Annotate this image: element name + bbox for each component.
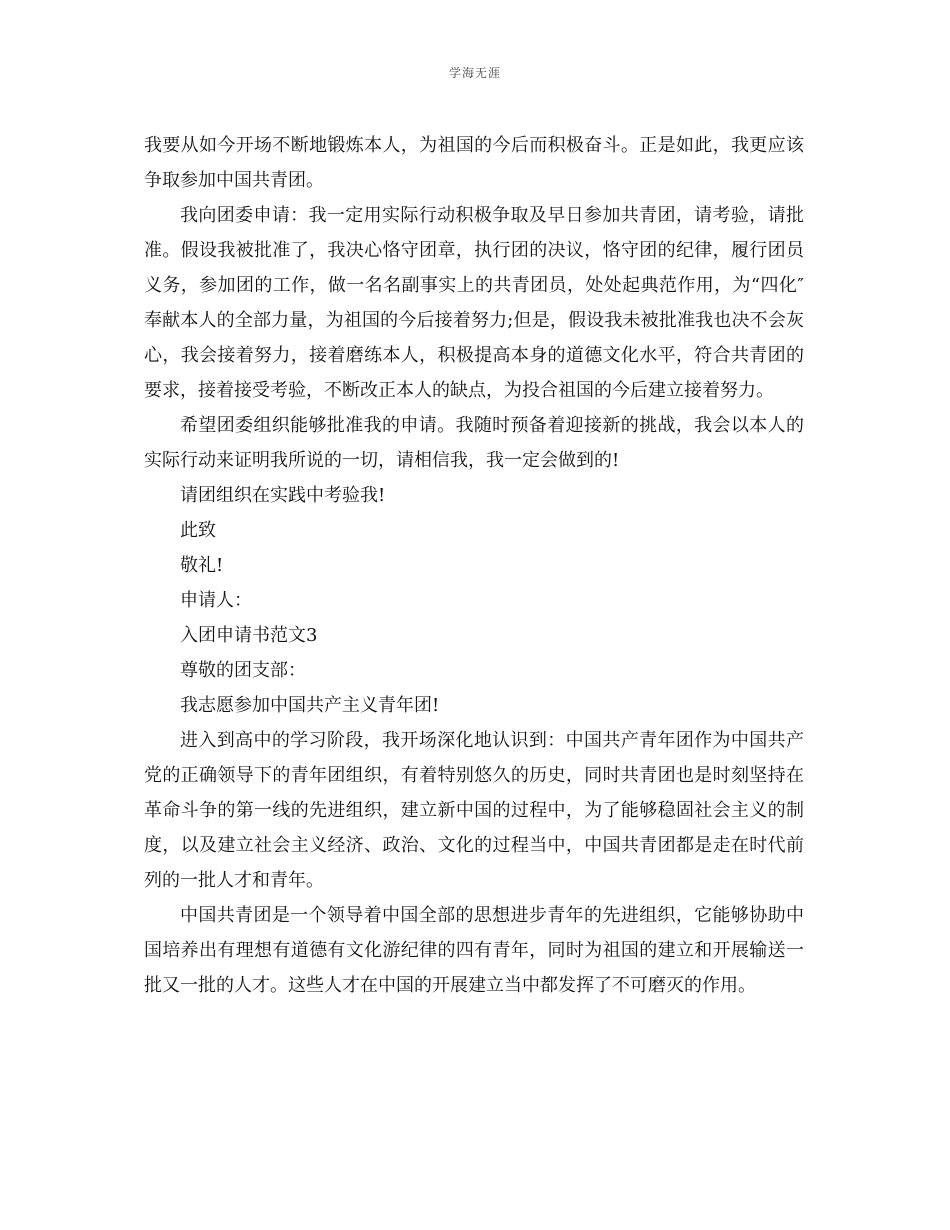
paragraph-volunteer: 我志愿参加中国共产主义青年团! xyxy=(180,695,440,716)
applicant-label: 申请人： xyxy=(180,590,252,611)
paragraph-application: 我向团委申请：我一定用实际行动积极争取及早日参加共青团，请考验，请批准。假设我被批准了，我决心恪守团章，执行团的决议，恪守团的纪律，履行团员义务，参加团的工作，做一名名副事实上的共青团员，处处起典范作用，为“四化″奉献本人的全部力量，为祖国的今后接着努力;但是，假设我未被批准我也决不会灰心，我会接着努力，接着磨练本人，积极提高本身的道德文化水平，符合共青团的要求，接着接受考验，不断改正本人的缺点，为投合祖国的今后建立接着努力。 xyxy=(144,205,804,401)
paragraph-continuation: 我要从如今开场不断地锻炼本人，为祖国的今后而积极奋斗。正是如此，我更应该争取参加中国共青团。 xyxy=(144,135,804,191)
closing-salutation: 此致 xyxy=(180,520,216,541)
paragraph-hope: 希望团委组织能够批准我的申请。我随时预备着迎接新的挑战，我会以本人的实际行动来证明我所说的一切，请相信我，我一定会做到的! xyxy=(144,415,804,471)
paragraph-high-school: 进入到高中的学习阶段，我开场深化地认识到：中国共产青年团作为中国共产党的正确领导下的青年团组织，有着特别悠久的历史，同时共青团也是时刻坚持在革命斗争的第一线的先进组织，建立新中国的过程中，为了能够稳固社会主义的制度，以及建立社会主义经济、政治、文化的过程当中，中国共青团都是走在时代前列的一批人才和青年。 xyxy=(144,730,804,891)
greeting: 尊敬的团支部： xyxy=(180,660,306,681)
paragraph-league-role: 中国共青团是一个领导着中国全部的思想进步青年的先进组织，它能够协助中国培养出有理想有道德有文化游纪律的四有青年，同时为祖国的建立和开展输送一批又一批的人才。这些人才在中国的开展建立当中都发挥了不可磨灭的作用。 xyxy=(144,905,804,996)
section-title: 入团申请书范文3 xyxy=(180,625,318,646)
closing-regards: 敬礼! xyxy=(180,555,224,576)
paragraph-request-test: 请团组织在实践中考验我! xyxy=(180,485,386,506)
page-header: 学海无涯 xyxy=(448,66,501,80)
document-body xyxy=(144,128,804,1003)
